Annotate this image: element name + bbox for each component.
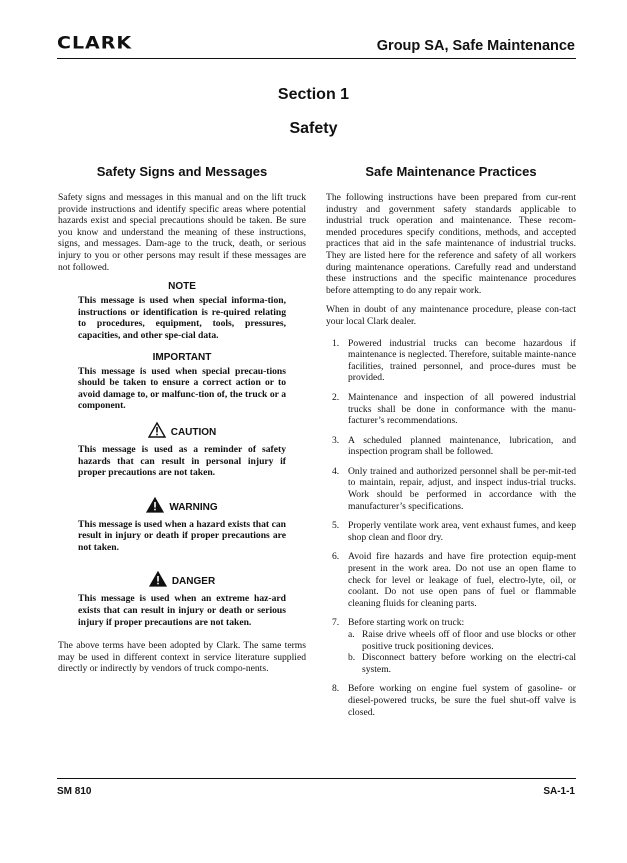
caution-title (58, 422, 306, 442)
terms-closing: The above terms have been adopted by Clark. The same terms may be used in different context in service literature supplied directly or indirectly by vendors of truck compo-nents. (58, 640, 306, 675)
header-rule (57, 58, 576, 59)
item-number: 8. (332, 683, 340, 695)
section-number: Section 1 (277, 86, 350, 103)
list-item (326, 338, 576, 384)
warning-body: This message is used when a hazard exists that can result in injury or death if proper precautions are not taken. (78, 518, 286, 553)
page-number: SA-1-1 (543, 786, 575, 797)
note-title (58, 281, 306, 293)
list-item (326, 617, 576, 675)
danger-title (58, 571, 306, 591)
item-number: 1. (332, 337, 340, 349)
safety-signs-heading: Safety Signs and Messages (96, 164, 268, 179)
sub-item (348, 652, 576, 675)
item-text: Maintenance and inspection of all powered industrial trucks shall be done in conformance with the manu-facturer’s recommendations. (348, 391, 576, 427)
maintenance-intro: The following instructions have been prepared from cur-rent industry and government safety standards applicable to industrial truck operation and maintenance. These recom-mended procedures specify conditions, methods, and accepted practices that aid in the safe maintenance of industrial trucks. They are listed here for the reference and safety of all workers during maintenance operations. Carefully read and understand these instructions and the specific maintenance procedures before attempting to do any repair work. (326, 192, 576, 296)
warning-title (58, 497, 306, 517)
item-number: 4. (332, 465, 340, 477)
list-item (326, 520, 576, 543)
safety-signs-intro: Safety signs and messages in this manual and on the lift truck provide instructions and identify specific areas where potential hazards exist and special precautions should be taken. Be sure you know and understand the meaning of these instructions, signs, and messages. Dam-age to the truck, death, or serious injury to you or other persons may result if these messages are not followed. (58, 192, 306, 273)
maintenance-doubt: When in doubt of any maintenance procedure, please con-tact your local Clark dealer. (326, 304, 576, 327)
item-number: 3. (332, 434, 340, 446)
item-text: Powered industrial trucks can become hazardous if maintenance is neglected. Therefore, suitable mainte-nance facilities, trained personnel, and proce-dures must be provided. (348, 337, 576, 384)
note-body: This message is used when special informa-tion, instructions or identification is re-quired relating to procedures, equipment, tools, pressures, capacities, and other spe-cial data. (78, 295, 286, 341)
clark-logo: CLARK (57, 33, 133, 53)
list-item (326, 466, 576, 512)
item-number: 2. (332, 391, 340, 403)
item-text: Before working on engine fuel system of gasoline- or diesel-powered trucks, be sure the fuel shut-off valve is closed. (348, 683, 576, 718)
sub-item-text: Raise drive wheels off of floor and use blocks or other positive truck positioning devices. (362, 629, 576, 652)
list-item (326, 392, 576, 427)
warning-triangle-icon (146, 497, 164, 517)
caution-body: This message is used as a reminder of safety hazards that can result in personal injury if proper precautions are not taken. (78, 443, 286, 479)
sub-item-letter: b. (348, 652, 356, 664)
danger-label: DANGER (171, 576, 216, 588)
item-text: Only trained and authorized personnel shall be per-mit-ted to maintain, repair, adjust, and inspect indus-trial trucks. Work should be performed in accordance with the manufacturer’s specifications. (348, 465, 576, 512)
safe-maintenance-heading: Safe Maintenance Practices (365, 164, 537, 179)
caution-label: CAUTION (170, 426, 217, 438)
manual-code: SM 810 (57, 786, 92, 797)
item-number: 7. (332, 617, 340, 629)
item-text: Properly ventilate work area, vent exhaust fumes, and keep shop clean and floor dry. (348, 520, 576, 543)
danger-triangle-icon (149, 571, 167, 591)
sub-item-text: Disconnect battery before working on the electri-cal system. (362, 652, 576, 675)
item-text: Before starting work on truck: (348, 617, 465, 629)
important-label: IMPORTANT (152, 351, 212, 363)
item-number: 5. (332, 520, 340, 532)
sub-item-letter: a. (348, 629, 355, 640)
caution-triangle-icon (148, 422, 166, 442)
sub-list (348, 629, 576, 675)
group-title: Group SA, Safe Maintenance (376, 38, 575, 54)
important-body: This message is used when special precau-tions should be taken to ensure a correct action or to avoid damage to, or malfunc-tion of, the truck or a component. (78, 365, 286, 412)
right-column (326, 164, 576, 726)
item-text: A scheduled planned maintenance, lubrication, and inspection program shall be followed. (348, 434, 576, 458)
section-title: Safety (289, 120, 338, 137)
note-label: NOTE (168, 281, 196, 293)
warning-label: WARNING (169, 501, 218, 513)
list-item (326, 683, 576, 718)
item-text: Avoid fire hazards and have fire protection equip-ment present in the work area. Do not use an open flame to check for level or leakage of fuel, electro-lyte, oil, or coolant. Do not use open pans of fuel or flammable cleaning fluids for cleaning parts. (348, 551, 576, 609)
left-column (58, 164, 306, 683)
footer-rule (57, 778, 576, 779)
list-item (326, 435, 576, 458)
danger-body: This message is used when an extreme haz-ard exists that can result in injury or death or serious injury if proper precautions are not taken. (78, 593, 286, 628)
list-item (326, 551, 576, 609)
important-title (58, 352, 306, 364)
practices-list (326, 338, 576, 719)
item-number: 6. (332, 551, 340, 563)
sub-item (348, 629, 576, 652)
